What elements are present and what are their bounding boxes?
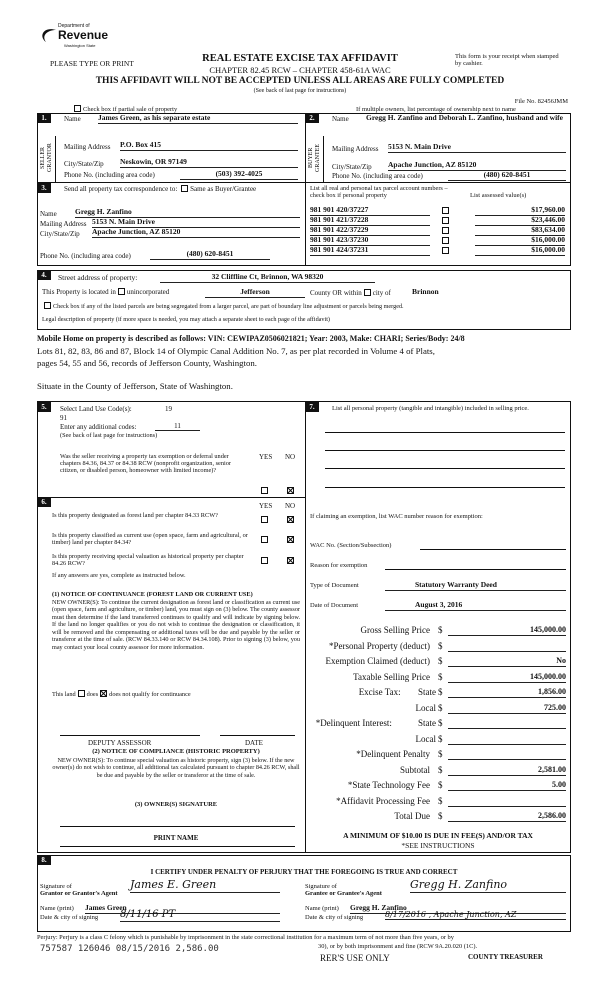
dollar-sign: $ <box>438 625 443 635</box>
type-print-note: PLEASE TYPE OR PRINT <box>50 59 134 68</box>
calc-value <box>448 796 566 807</box>
dollar-sign: $ <box>438 780 443 790</box>
seller-side-label: SELLER GRANTOR <box>40 143 53 173</box>
legal-line-2: Lots 81, 82, 83, 86 and 87, Block 14 of Olympic Canal Addition No. 7, as per plat recorded in Volume 4 of Plats, <box>37 346 435 356</box>
partial-sale-checkbox[interactable] <box>74 105 81 112</box>
legal-desc-label: Legal description of property (if more space is needed, you may attach a separate sheet to each page of the affidavit) <box>42 316 330 323</box>
calc-value <box>448 718 566 729</box>
calc-label: Subtotal <box>399 764 430 775</box>
same-as-buyer-checkbox[interactable] <box>181 185 188 192</box>
calc-label: *Delinquent Penalty <box>356 749 430 759</box>
calc-value <box>448 641 566 652</box>
grantor-date: 8/11/16 PT <box>120 909 280 922</box>
calc-row <box>306 732 568 748</box>
exemption-yes-checkbox[interactable] <box>261 487 268 494</box>
calc-sublabel: Local <box>415 702 436 713</box>
multiple-owners-note: If multiple owners, list percentage of ownership next to name <box>356 106 516 113</box>
seller-mailing: P.O. Box 415 <box>120 141 298 151</box>
dollar-sign: $ <box>438 671 443 682</box>
file-number: File No. 82456JMM <box>514 98 568 105</box>
forest-yes-checkbox[interactable] <box>261 516 268 523</box>
corr-phone: (480) 620-8451 <box>150 250 270 260</box>
parcel-list <box>310 206 568 256</box>
land-use-code-2: 91 <box>60 414 67 422</box>
dollar-sign: $ <box>438 702 443 713</box>
dollar-sign: $ <box>438 795 443 806</box>
calc-sublabel: Local <box>415 733 436 744</box>
personal-property-label: List all personal property (tangible and intangible) included in selling price. <box>332 405 529 412</box>
calc-row <box>306 778 568 794</box>
personal-property-checkbox[interactable] <box>442 237 449 244</box>
seller-city: Neskowin, OR 97149 <box>120 158 298 168</box>
grantee-name: Gregg H. Zanfino <box>350 904 566 914</box>
buyer-mailing: 5153 N. Main Drive <box>388 143 566 153</box>
dollar-sign: $ <box>438 718 443 728</box>
property-county: Jefferson <box>205 288 305 298</box>
calc-value: 1,856.00 <box>448 687 566 698</box>
parcels-header: List all real and personal tax parcel account numbers – check box if personal property <box>310 185 448 200</box>
corr-city: Apache Junction, AZ 85120 <box>92 228 300 238</box>
calc-label: *Affidavit Processing Fee <box>336 795 430 806</box>
calc-row <box>306 763 568 779</box>
personal-property-checkbox[interactable] <box>442 247 449 254</box>
see-back-note: (See back of last page for instructions) <box>253 88 347 94</box>
legal-line-1: Mobile Home on property is described as follows: VIN: CEWIPAZ0506021821; Year: 2003, Make: CHARI; Series/Body: 24/8 <box>37 334 465 343</box>
dollar-sign: $ <box>438 749 443 759</box>
doc-type: Statutory Warranty Deed <box>385 581 566 591</box>
calc-value <box>448 734 566 745</box>
does-qualify-checkbox[interactable] <box>78 690 85 697</box>
personal-property-checkbox[interactable] <box>442 227 449 234</box>
land-use-code: 19 <box>165 405 172 413</box>
grantor-name: James Green <box>85 904 280 914</box>
parcel-row: 981 901 424/37231 $16,000.00 <box>310 245 565 254</box>
city-checkbox[interactable] <box>364 289 371 296</box>
historic-no-checkbox[interactable] <box>287 557 294 564</box>
calc-row <box>306 623 568 639</box>
tax-calculation-table <box>306 623 568 825</box>
does-not-qualify-checkbox[interactable] <box>100 690 107 697</box>
calc-label: Total Due <box>394 811 430 821</box>
parcel-row: 981 901 423/37230 $16,000.00 <box>310 235 565 244</box>
calc-value: 145,000.00 <box>448 672 566 683</box>
calc-value: 145,000.00 <box>448 625 566 636</box>
unincorporated-checkbox[interactable] <box>118 288 125 295</box>
current-use-no-checkbox[interactable] <box>287 536 294 543</box>
calc-row <box>306 701 568 717</box>
perjury-note: Perjury: Perjury is a class C felony which is punishable by imprisonment in the state correctional institution for a maximum term of not more than five years, or by <box>37 934 454 941</box>
seller-phone: (503) 392-4025 <box>180 170 298 180</box>
corr-mailing: 5153 N. Main Drive <box>92 218 300 228</box>
dollar-sign: $ <box>438 640 443 651</box>
property-city: Brinnon <box>412 287 439 296</box>
exemption-no-checkbox[interactable] <box>287 487 294 494</box>
buyer-phone: (480) 620-8451 <box>448 171 566 181</box>
buyer-side-label: BUYER GRANTEE <box>308 144 321 172</box>
calc-label: Taxable Selling Price <box>353 671 430 682</box>
dollar-sign: $ <box>438 764 443 775</box>
calc-row <box>306 716 568 732</box>
calc-value: 725.00 <box>448 703 566 714</box>
calc-label: Exemption Claimed (deduct) <box>325 656 430 666</box>
personal-property-checkbox[interactable] <box>442 207 449 214</box>
receipt-note: This form is your receipt when stamped by cashier. <box>455 53 559 68</box>
grantee-date: 8/17/2016 , Apache Junction, AZ <box>385 910 566 920</box>
calc-label: Excise Tax: <box>358 687 401 697</box>
grantor-signature: James E. Green <box>130 879 280 893</box>
legal-line-3: pages 54, 55 and 56, records of Jefferson County, Washington. <box>37 358 257 368</box>
county-treasurer-label: COUNTY TREASURER <box>468 953 543 961</box>
historic-yes-checkbox[interactable] <box>261 557 268 564</box>
buyer-name: Gregg H. Zanfino and Deborah L. Zanfino, husband and wife <box>366 113 563 122</box>
corr-name: Gregg H. Zanfino <box>75 208 300 218</box>
exemption-question: Was the seller receiving a property tax exemption or deferral under chapters 84.36, 84.37 or 84.38 RCW (nonprofit organization, senior citizen, or disabled person, homeowner with limited income)? <box>60 453 231 475</box>
compliance-notice: NEW OWNER(S): To continue special valuation as historic property, sign (3) below. If the new owner(s) do not wish to continue, all additional tax calculated pursuant to chapter 84.26 RCW, shall be due and payable by the seller or transferor at the time of sale. <box>52 757 300 779</box>
parcel-row: 981 901 422/37229 $83,634.00 <box>310 225 565 234</box>
calc-sublabel: State <box>418 687 436 697</box>
calc-sublabel: State <box>418 718 436 728</box>
calc-row <box>306 670 568 686</box>
parcel-row: 981 901 421/37228 $23,446.00 <box>310 215 565 224</box>
buyer-city: Apache Junction, AZ 85120 <box>388 161 566 171</box>
assessed-header: List assessed value(s) <box>470 192 527 199</box>
dollar-sign: $ <box>438 687 443 697</box>
calc-label: *State Technology Fee <box>347 780 430 790</box>
calc-value <box>448 749 566 760</box>
calc-label: *Delinquent Interest: <box>315 718 392 728</box>
calc-value: 2,586.00 <box>448 811 566 822</box>
calc-row <box>306 794 568 810</box>
minimum-due-note: A MINIMUM OF $10.00 IS DUE IN FEE(S) AND/OR TAX <box>343 831 533 840</box>
seller-name: James Green, as his separate estate <box>98 114 298 124</box>
form-title: REAL ESTATE EXCISE TAX AFFIDAVIT <box>202 53 398 64</box>
dollar-sign: $ <box>438 733 443 744</box>
calc-row <box>306 654 568 670</box>
additional-code: 11 <box>155 422 200 431</box>
cashier-stamp: 757587 126046 08/15/2016 2,586.00 <box>40 944 219 954</box>
dor-logo: Department of Revenue Washington State <box>38 24 108 54</box>
segregated-checkbox[interactable] <box>44 302 51 309</box>
calc-value: 2,581.00 <box>448 765 566 776</box>
grantee-signature: Gregg H. Zanfino <box>410 879 566 893</box>
forest-no-checkbox[interactable] <box>287 516 294 523</box>
legal-line-4: Situate in the County of Jefferson, State of Washington. <box>37 381 233 391</box>
continuance-notice: NEW OWNER(S): To continue the current designation as forest land or classification as current use (open space, farm and agriculture, or timber) land, you must sign on (3) below. The county assessor must then determine if the land transferred continues to qualify and will indicate by signing below. If the land no longer qualifies or you do not wish to continue the designation or classification, it will be removed and the compensating or additional taxes will be due and payable by the seller or transferor at the time of sale. (RCW 84.33.140 or RCW 84.34.108). Prior to signing (3) below, you may contact your local county assessor for more information. <box>52 599 300 651</box>
logo-swoosh-icon <box>38 26 58 44</box>
calc-value: No <box>448 656 566 667</box>
calc-row <box>306 809 568 825</box>
calc-row <box>306 639 568 655</box>
calc-value: 5.00 <box>448 780 566 791</box>
dollar-sign: $ <box>438 656 443 666</box>
personal-property-checkbox[interactable] <box>442 217 449 224</box>
dollar-sign: $ <box>438 811 443 821</box>
calc-row <box>306 747 568 763</box>
form-subtitle: CHAPTER 82.45 RCW – CHAPTER 458-61A WAC <box>209 65 391 75</box>
property-street: 32 Cliffline Ct, Brinnon, WA 98320 <box>160 273 375 283</box>
calc-label: Gross Selling Price <box>360 625 430 635</box>
calc-row <box>306 685 568 701</box>
form-warning: THIS AFFIDAVIT WILL NOT BE ACCEPTED UNLESS ALL AREAS ARE FULLY COMPLETED <box>95 76 505 86</box>
parcel-row: 981 901 420/37227 $17,960.00 <box>310 205 565 214</box>
calc-label: *Personal Property (deduct) <box>329 640 430 651</box>
current-use-yes-checkbox[interactable] <box>261 536 268 543</box>
doc-date: August 3, 2016 <box>385 601 566 611</box>
certify-statement: I CERTIFY UNDER PENALTY OF PERJURY THAT THE FOREGOING IS TRUE AND CORRECT <box>150 868 458 876</box>
